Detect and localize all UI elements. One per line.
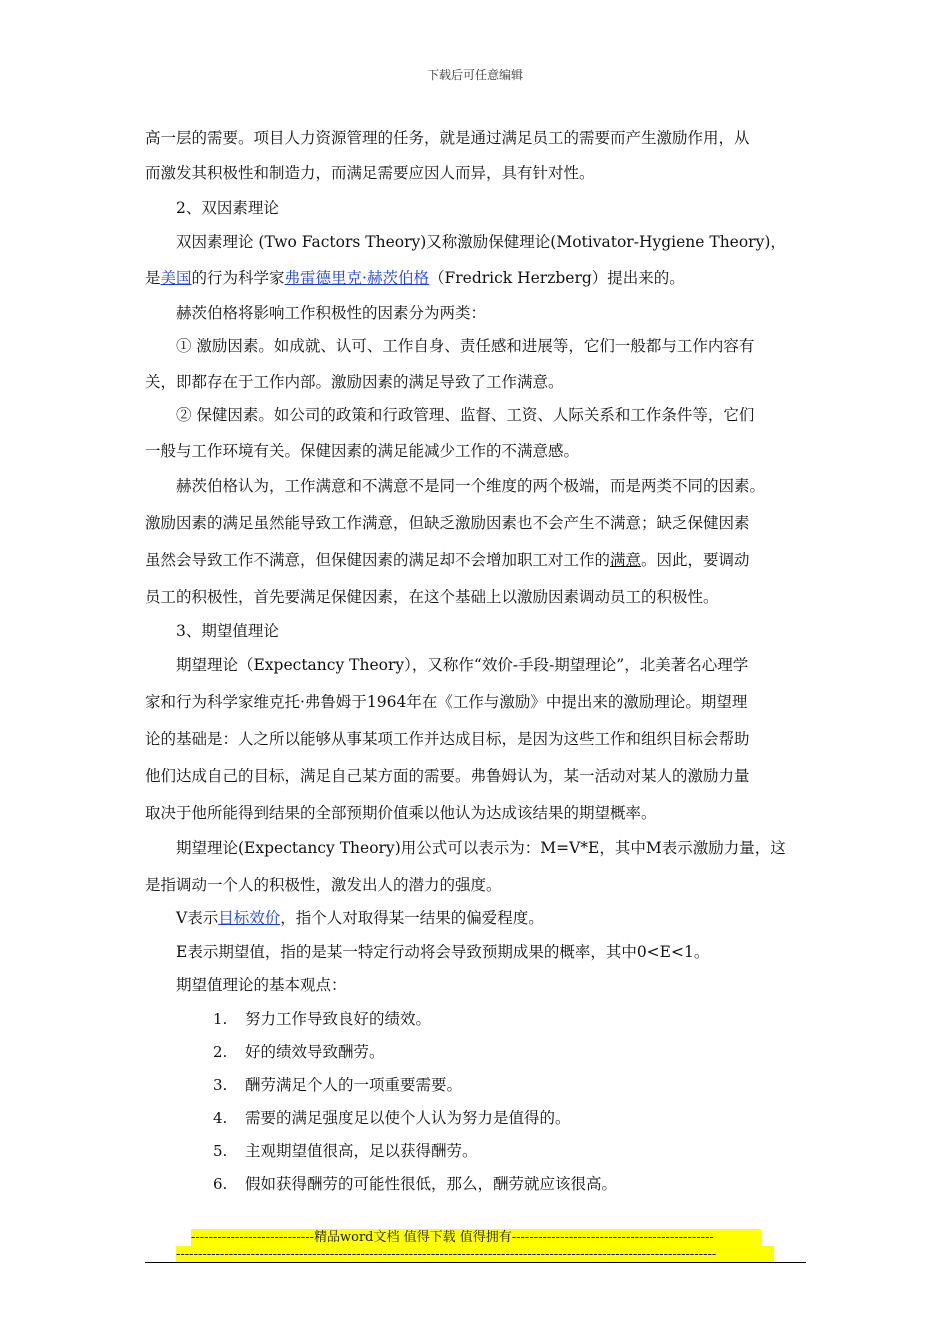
paragraph-line: 赫茨伯格将影响工作积极性的因素分为两类：	[176, 304, 487, 322]
section-heading: 3、期望值理论	[176, 622, 279, 640]
paragraph-line: 而激发其积极性和制造力，而满足需要应因人而异，具有针对性。	[145, 164, 595, 182]
paragraph-line: 一般与工作环境有关。保健因素的满足能减少工作的不满意感。	[145, 442, 580, 460]
paragraph-text: 虽然会导致工作不满意，但保健因素的满足却不会增加职工对工作的	[145, 551, 611, 569]
list-number: 5.	[213, 1142, 228, 1160]
section-heading: 2、双因素理论	[176, 199, 279, 217]
paragraph-line	[145, 550, 750, 570]
paragraph-line: 关，即都存在于工作内部。激励因素的满足导致了工作满意。	[145, 373, 564, 391]
list-item: 酬劳满足个人的一项重要需要。	[245, 1076, 463, 1094]
paragraph-line: 期望值理论的基本观点：	[176, 976, 347, 994]
list-number: 4.	[213, 1109, 228, 1127]
paragraph-text: ，指个人对取得某一结果的偏爱程度。	[280, 909, 544, 927]
paragraph-line: ① 激励因素。如成就、认可、工作自身、责任感和进展等，它们一般都与工作内容有	[176, 337, 755, 355]
paragraph-line	[176, 908, 544, 928]
paragraph-line: 论的基础是：人之所以能够从事某项工作并达成目标，是因为这些工作和组织目标会帮助	[145, 730, 750, 748]
list-item: 努力工作导致良好的绩效。	[245, 1010, 432, 1028]
paragraph-text: 双因素理论 (Two Factors Theory)又称激励保健理论(Motivator-Hygiene Theory)，	[176, 233, 786, 251]
paragraph-line: ② 保健因素。如公司的政策和行政管理、监督、工资、人际关系和工作条件等，它们	[176, 406, 755, 424]
list-number: 6.	[213, 1175, 228, 1193]
paragraph-text: V表示	[176, 909, 219, 927]
paragraph-line: 取决于他所能得到结果的全部预期价值乘以他认为达成该结果的期望概率。	[145, 804, 657, 822]
footer-rule	[145, 1262, 806, 1263]
paragraph-line: 赫茨伯格认为，工作满意和不满意不是同一个维度的两个极端，而是两类不同的因素。	[176, 477, 766, 495]
paragraph-line: 是指调动一个人的积极性，激发出人的潜力的强度。	[145, 876, 502, 894]
link-target-valence[interactable]: 目标效价	[218, 909, 281, 927]
list-number: 2.	[213, 1043, 228, 1061]
paragraph-text: 。因此，要调动	[641, 551, 750, 569]
paragraph-line: 激励因素的满足虽然能导致工作满意，但缺乏激励因素也不会产生不满意；缺乏保健因素	[145, 514, 750, 532]
page-header: 下载后可任意编辑	[426, 68, 523, 82]
footer-banner: ----------------------------精品word文档 值得下载 值得拥有----------------------------------------------	[191, 1229, 761, 1246]
list-item: 好的绩效导致酬劳。	[245, 1043, 385, 1061]
link-herzberg[interactable]: 弗雷德里克·赫茨伯格	[284, 269, 429, 287]
paragraph-line: 期望理论（Expectancy Theory），又称作“效价-手段-期望理论”，北美著名心理学	[176, 656, 749, 674]
paragraph-line: 员工的积极性，首先要满足保健因素，在这个基础上以激励因素调动员工的积极性。	[145, 588, 719, 606]
footer-banner-dashes: ---------------------------------------------------------------------------------------------------------------------------	[176, 1246, 774, 1263]
paragraph-line: E表示期望值，指的是某一特定行动将会导致预期成果的概率，其中0<E<1。	[176, 943, 710, 961]
list-number: 1.	[213, 1010, 228, 1028]
paragraph-line	[176, 232, 786, 252]
list-item: 主观期望值很高，足以获得酬劳。	[245, 1142, 478, 1160]
list-number: 3.	[213, 1076, 228, 1094]
list-item: 需要的满足强度足以使个人认为努力是值得的。	[245, 1109, 571, 1127]
paragraph-line: 期望理论(Expectancy Theory)用公式可以表示为：M=V*E，其中M表示激励力量，这	[176, 839, 786, 857]
paragraph-line: 家和行为科学家维克托·弗鲁姆于1964年在《工作与激励》中提出来的激励理论。期望理	[145, 693, 748, 711]
paragraph-text: 的行为科学家	[191, 269, 285, 287]
paragraph-line: 高一层的需要。项目人力资源管理的任务，就是通过满足员工的需要而产生激励作用，从	[145, 129, 750, 147]
list-item: 假如获得酬劳的可能性很低，那么，酬劳就应该很高。	[245, 1175, 618, 1193]
paragraph-text: （Fredrick Herzberg）提出来的。	[428, 269, 685, 287]
paragraph-text: 是	[145, 269, 161, 287]
paragraph-line: 他们达成自己的目标，满足自己某方面的需要。弗鲁姆认为，某一活动对某人的激励力量	[145, 767, 750, 785]
paragraph-line	[145, 268, 685, 288]
underlined-word: 满意	[610, 551, 642, 569]
link-usa[interactable]: 美国	[160, 269, 192, 287]
